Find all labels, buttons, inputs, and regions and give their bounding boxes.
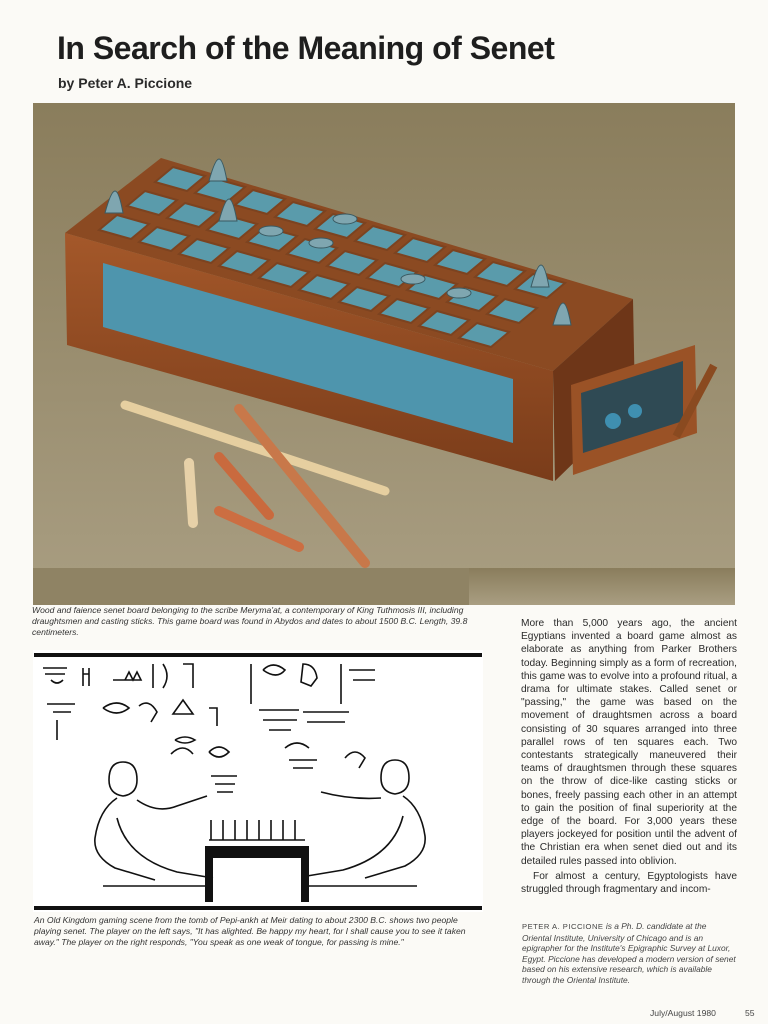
article-title: In Search of the Meaning of Senet (57, 30, 555, 66)
senet-board-photo (33, 103, 735, 605)
author-name: PETER A. PICCIONE (522, 922, 604, 931)
article-paragraph: More than 5,000 years ago, the ancient Egyptians invented a board game almost as elaborate as anything from Parker Brothers today. Beginning simply as a form of recreation, this game was to evolve into a profound ritual, a drama for ultimate stakes. Called senet or "passing," the game was based on the movement of draughtsmen across a board consisting of 30 squares arranged into three parallel rows of ten squares each. Two contestants strategically maneuvered their teams of draughtsmen through these squares on the throw of dice-like casting sticks or bones, freely passing each other in an attempt to gain the position of final superiority at the edge of the board. For 3,000 years these players jockeyed for position until the advent of the Christian era when senet died out and its detailed rules passed into oblivion. (521, 618, 737, 867)
gaming-scene-drawing (33, 650, 483, 912)
author-bio-text: is a Ph. D. candidate at the Oriental Institute, University of Chicago and is an epigrapher for the Institute's Epigraphic Survey at Luxor, Egypt. Piccione has developed a modern version of senet based on his extensive research, which is available through the Oriental Institute. (522, 921, 736, 985)
article-body (521, 617, 737, 898)
author-bio (522, 921, 738, 986)
article-paragraph: For almost a century, Egyptologists have struggled through fragmentary and incom- (521, 870, 737, 896)
article-byline: by Peter A. Piccione (58, 75, 193, 91)
photo-caption: Wood and faience senet board belonging to the scribe Meryma'at, a contemporary of King Tuthmosis III, including draughtsmen and casting sticks. This game board was found in Abydos and dates to about 1500 B.C. Length, 39.8 centimeters. (32, 605, 468, 637)
drawing-caption: An Old Kingdom gaming scene from the tomb of Pepi-ankh at Meir dating to about 2300 B.C. shows two people playing senet. The player on the left says, "It has alighted. Be happy my heart, for I shall cause you to see it taken away." The player on the right responds, "You speak as one weak of tongue, for passing is mine." (34, 915, 466, 947)
issue-date: July/August 1980 (650, 1008, 716, 1018)
page-number: 55 (745, 1008, 755, 1018)
